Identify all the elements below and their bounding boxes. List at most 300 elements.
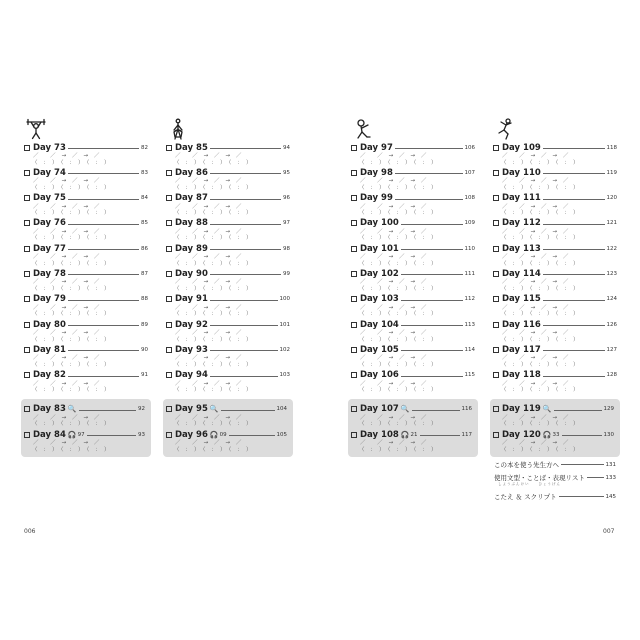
page-number: 100 [279, 296, 290, 303]
checkbox[interactable] [493, 406, 499, 412]
page-number: 111 [464, 270, 475, 277]
day-entry[interactable] [24, 217, 148, 242]
day-entry[interactable] [24, 318, 148, 343]
day-label: Day 84 [33, 429, 66, 440]
time-slots: ／ ／ → ／ → ／ [502, 414, 569, 421]
day-label: Day 85 [175, 142, 208, 153]
checkbox[interactable] [351, 271, 357, 277]
time-blanks: （ ： ） （ ： ） （ ： ） [359, 285, 437, 292]
leader-line [210, 300, 278, 301]
day-entry[interactable] [351, 217, 475, 242]
day-label: Day 101 [360, 243, 399, 254]
checkbox[interactable] [351, 322, 357, 328]
day-label: Day 92 [175, 319, 208, 330]
leader-line [210, 199, 281, 200]
leader-line [401, 249, 463, 250]
page-number: 82 [141, 144, 148, 151]
time-slots: ／ ／ → ／ → ／ [360, 380, 427, 387]
page-number: 112 [464, 296, 475, 303]
day-entry[interactable] [493, 318, 617, 343]
time-blanks: （ ： ） （ ： ） （ ： ） [359, 361, 437, 368]
leader-line [420, 435, 460, 436]
leader-line [543, 350, 605, 351]
time-slots: ／ ／ → ／ → ／ [175, 203, 242, 210]
magnifier-icon: 🔍 [542, 405, 552, 414]
toc-row[interactable] [494, 492, 616, 501]
time-blanks: （ ： ） （ ： ） （ ： ） [32, 336, 110, 343]
checkbox[interactable] [351, 195, 357, 201]
day-entry[interactable] [24, 166, 148, 191]
day-entry[interactable] [24, 293, 148, 318]
day-entry[interactable] [493, 217, 617, 242]
time-blanks: （ ： ） （ ： ） （ ： ） [32, 421, 110, 428]
day-label: Day 108 [360, 429, 399, 440]
time-slots: ／ ／ → ／ → ／ [175, 380, 242, 387]
time-slots: ／ ／ → ／ → ／ [502, 254, 569, 261]
day-entry[interactable] [24, 242, 148, 267]
checkbox[interactable] [166, 246, 172, 252]
day-entry[interactable] [163, 428, 293, 453]
time-blanks: （ ： ） （ ： ） （ ： ） [359, 260, 437, 267]
day-entry[interactable] [24, 141, 148, 166]
checkbox[interactable] [351, 246, 357, 252]
headphones-icon: 🎧 [67, 430, 77, 439]
toc-label: こたえ ＆ スクリプト [494, 493, 557, 501]
time-slots: ／ ／ → ／ → ／ [502, 203, 569, 210]
time-slots: ／ ／ → ／ → ／ [33, 228, 100, 235]
checkbox[interactable] [493, 220, 499, 226]
day-label: Day 119 [502, 404, 541, 415]
day-label: Day 89 [175, 243, 208, 254]
leader-line [543, 249, 605, 250]
headphones-icon: 🎧 [542, 430, 552, 439]
day-label: Day 117 [502, 344, 541, 355]
day-entry[interactable] [490, 428, 620, 453]
day-label: Day 111 [502, 193, 541, 204]
page-number: 124 [606, 296, 617, 303]
day-entry[interactable] [348, 403, 478, 428]
time-slots: ／ ／ → ／ → ／ [360, 203, 427, 210]
page-number: 113 [464, 321, 475, 328]
leader-line [554, 410, 602, 411]
day-entry[interactable] [351, 369, 475, 394]
checkbox[interactable] [166, 195, 172, 201]
checkbox[interactable] [351, 432, 357, 438]
review-box [21, 399, 151, 457]
day-label: Day 118 [502, 370, 541, 381]
time-blanks: （ ： ） （ ： ） （ ： ） [359, 184, 437, 191]
time-slots: ／ ／ → ／ → ／ [175, 279, 242, 286]
extra-page: 33 [552, 431, 560, 438]
day-label: Day 97 [360, 142, 393, 153]
time-blanks: （ ： ） （ ： ） （ ： ） [174, 387, 252, 394]
weightlifter-icon [26, 118, 46, 140]
page-number: 88 [141, 296, 148, 303]
day-entry[interactable] [493, 343, 617, 368]
day-entry[interactable] [24, 343, 148, 368]
page-number: 92 [138, 406, 145, 413]
checkbox[interactable] [493, 271, 499, 277]
day-entry[interactable] [163, 403, 293, 428]
time-slots: ／ ／ → ／ → ／ [360, 254, 427, 261]
day-label: Day 74 [33, 167, 66, 178]
checkbox[interactable] [166, 271, 172, 277]
day-label: Day 87 [175, 193, 208, 204]
checkbox[interactable] [24, 220, 30, 226]
time-blanks: （ ： ） （ ： ） （ ： ） [174, 421, 252, 428]
time-blanks: （ ： ） （ ： ） （ ： ） [174, 159, 252, 166]
page-number: 126 [606, 321, 617, 328]
leader-line [210, 274, 281, 275]
time-blanks: （ ： ） （ ： ） （ ： ） [32, 285, 110, 292]
time-slots: ／ ／ → ／ → ／ [33, 153, 100, 159]
toc-row[interactable] [494, 473, 616, 482]
checkbox[interactable] [24, 322, 30, 328]
day-entry[interactable] [166, 318, 290, 343]
leader-line [210, 376, 278, 377]
time-blanks: （ ： ） （ ： ） （ ： ） [32, 184, 110, 191]
checkbox[interactable] [493, 246, 499, 252]
leader-line [401, 224, 463, 225]
checkbox[interactable] [24, 372, 30, 378]
magnifier-icon: 🔍 [400, 405, 410, 414]
time-slots: ／ ／ → ／ → ／ [33, 380, 100, 387]
checkbox[interactable] [166, 296, 172, 302]
time-slots: ／ ／ → ／ → ／ [502, 153, 569, 159]
checkbox[interactable] [24, 246, 30, 252]
checkbox[interactable] [166, 347, 172, 353]
time-slots: ／ ／ → ／ → ／ [175, 304, 242, 311]
review-box [490, 399, 620, 457]
leader-line [68, 325, 139, 326]
time-blanks: （ ： ） （ ： ） （ ： ） [359, 235, 437, 242]
day-entry[interactable] [493, 141, 617, 166]
day-entry[interactable] [493, 192, 617, 217]
time-blanks: （ ： ） （ ： ） （ ： ） [174, 285, 252, 292]
day-label: Day 77 [33, 243, 66, 254]
time-slots: ／ ／ → ／ → ／ [33, 178, 100, 185]
day-label: Day 79 [33, 294, 66, 305]
time-slots: ／ ／ → ／ → ／ [175, 414, 242, 421]
time-slots: ／ ／ → ／ → ／ [360, 440, 427, 447]
time-slots: ／ ／ → ／ → ／ [360, 330, 427, 337]
time-slots: ／ ／ → ／ → ／ [360, 304, 427, 311]
leader-line [229, 435, 275, 436]
leader-line [87, 435, 136, 436]
day-entry[interactable] [493, 166, 617, 191]
day-entry[interactable] [24, 192, 148, 217]
checkbox[interactable] [493, 322, 499, 328]
time-slots: ／ ／ → ／ → ／ [33, 355, 100, 362]
time-slots: ／ ／ → ／ → ／ [175, 153, 242, 159]
checkbox[interactable] [493, 347, 499, 353]
leader-line [68, 173, 139, 174]
time-blanks: （ ： ） （ ： ） （ ： ） [501, 446, 579, 453]
leader-line [562, 435, 602, 436]
toc-page: 131 [605, 461, 616, 468]
day-entry[interactable] [351, 318, 475, 343]
page-number: 130 [603, 431, 614, 438]
time-slots: ／ ／ → ／ → ／ [175, 355, 242, 362]
review-box [348, 399, 478, 457]
leader-line [561, 464, 604, 465]
day-entry[interactable] [166, 369, 290, 394]
page-number: 89 [141, 321, 148, 328]
page-number: 101 [279, 321, 290, 328]
time-blanks: （ ： ） （ ： ） （ ： ） [501, 421, 579, 428]
time-slots: ／ ／ → ／ → ／ [175, 330, 242, 337]
leader-line [543, 274, 605, 275]
checkbox[interactable] [351, 145, 357, 151]
checkbox[interactable] [166, 145, 172, 151]
time-slots: ／ ／ → ／ → ／ [360, 355, 427, 362]
day-label: Day 73 [33, 142, 66, 153]
day-entry[interactable] [24, 267, 148, 292]
page-number: 97 [283, 220, 290, 227]
day-entry[interactable] [348, 428, 478, 453]
time-blanks: （ ： ） （ ： ） （ ： ） [359, 159, 437, 166]
time-slots: ／ ／ → ／ → ／ [502, 304, 569, 311]
day-entry[interactable] [351, 343, 475, 368]
day-label: Day 96 [175, 429, 208, 440]
checkbox[interactable] [351, 170, 357, 176]
toc-column-2 [166, 118, 290, 457]
day-label: Day 100 [360, 218, 399, 229]
day-entry[interactable] [351, 166, 475, 191]
leader-line [412, 410, 460, 411]
time-blanks: （ ： ） （ ： ） （ ： ） [359, 446, 437, 453]
checkbox[interactable] [351, 347, 357, 353]
day-entry[interactable] [166, 217, 290, 242]
checkbox[interactable] [351, 220, 357, 226]
time-blanks: （ ： ） （ ： ） （ ： ） [174, 184, 252, 191]
time-slots: ／ ／ → ／ → ／ [502, 440, 569, 447]
page-number: 91 [141, 372, 148, 379]
toc-label: この本を使う先生方へ [494, 461, 559, 469]
time-blanks: （ ： ） （ ： ） （ ： ） [501, 311, 579, 318]
page-number: 116 [461, 406, 472, 413]
time-blanks: （ ： ） （ ： ） （ ： ） [32, 210, 110, 217]
time-blanks: （ ： ） （ ： ） （ ： ） [32, 387, 110, 394]
leader-line [68, 249, 139, 250]
leader-line [395, 148, 463, 149]
time-blanks: （ ： ） （ ： ） （ ： ） [501, 159, 579, 166]
day-entry[interactable] [490, 403, 620, 428]
time-slots: ／ ／ → ／ → ／ [502, 279, 569, 286]
magnifier-icon: 🔍 [67, 405, 77, 414]
toc-column-3 [351, 118, 475, 457]
checkbox[interactable] [24, 406, 30, 412]
day-entry[interactable] [166, 242, 290, 267]
leader-line [401, 274, 463, 275]
day-entry[interactable] [166, 166, 290, 191]
time-slots: ／ ／ → ／ → ／ [175, 440, 242, 447]
day-entry[interactable] [166, 141, 290, 166]
day-label: Day 90 [175, 268, 208, 279]
time-slots: ／ ／ → ／ → ／ [33, 330, 100, 337]
time-slots: ／ ／ → ／ → ／ [175, 228, 242, 235]
checkbox[interactable] [166, 322, 172, 328]
day-label: Day 81 [33, 344, 66, 355]
leader-line [210, 173, 281, 174]
checkbox[interactable] [166, 220, 172, 226]
appendix-toc [494, 460, 616, 501]
page-number: 102 [279, 346, 290, 353]
extra-page: 09 [219, 431, 227, 438]
checkbox[interactable] [493, 296, 499, 302]
leader-line [395, 173, 463, 174]
day-entry[interactable] [166, 192, 290, 217]
checkbox[interactable] [24, 145, 30, 151]
day-label: Day 78 [33, 268, 66, 279]
leader-line [210, 148, 281, 149]
page-number-right: 007 [603, 528, 615, 535]
time-slots: ／ ／ → ／ → ／ [360, 414, 427, 421]
day-label: Day 102 [360, 268, 399, 279]
day-label: Day 115 [502, 294, 541, 305]
day-label: Day 105 [360, 344, 399, 355]
day-label: Day 76 [33, 218, 66, 229]
checkbox[interactable] [166, 170, 172, 176]
time-slots: ／ ／ → ／ → ／ [360, 228, 427, 235]
checkbox[interactable] [166, 406, 172, 412]
day-label: Day 103 [360, 294, 399, 305]
day-entry[interactable] [351, 293, 475, 318]
checkbox[interactable] [24, 347, 30, 353]
checkbox[interactable] [166, 432, 172, 438]
day-label: Day 75 [33, 193, 66, 204]
day-entry[interactable] [21, 428, 151, 453]
day-label: Day 112 [502, 218, 541, 229]
leader-line [68, 300, 139, 301]
time-blanks: （ ： ） （ ： ） （ ： ） [32, 361, 110, 368]
checkbox[interactable] [24, 170, 30, 176]
toc-row[interactable] [494, 460, 616, 469]
leader-line [68, 224, 139, 225]
day-label: Day 82 [33, 370, 66, 381]
time-slots: ／ ／ → ／ → ／ [175, 254, 242, 261]
time-blanks: （ ： ） （ ： ） （ ： ） [501, 361, 579, 368]
day-entry[interactable] [24, 369, 148, 394]
time-blanks: （ ： ） （ ： ） （ ： ） [501, 387, 579, 394]
page-number: 118 [606, 144, 617, 151]
page-number: 115 [464, 372, 475, 379]
time-slots: ／ ／ → ／ → ／ [502, 178, 569, 185]
checkbox[interactable] [24, 296, 30, 302]
page-number: 119 [606, 169, 617, 176]
leader-line [68, 148, 139, 149]
day-entry[interactable] [166, 267, 290, 292]
day-label: Day 114 [502, 268, 541, 279]
leader-line [401, 300, 463, 301]
time-blanks: （ ： ） （ ： ） （ ： ） [174, 210, 252, 217]
day-label: Day 113 [502, 243, 541, 254]
leader-line [210, 224, 281, 225]
time-blanks: （ ： ） （ ： ） （ ： ） [174, 361, 252, 368]
page-number: 110 [464, 245, 475, 252]
day-entry[interactable] [166, 293, 290, 318]
day-label: Day 120 [502, 429, 541, 440]
time-blanks: （ ： ） （ ： ） （ ： ） [501, 235, 579, 242]
page-number: 83 [141, 169, 148, 176]
page-number: 105 [276, 431, 287, 438]
day-entry[interactable] [351, 242, 475, 267]
leader-line [543, 199, 605, 200]
page-number: 93 [138, 431, 145, 438]
time-slots: ／ ／ → ／ → ／ [360, 153, 427, 159]
time-blanks: （ ： ） （ ： ） （ ： ） [32, 159, 110, 166]
time-blanks: （ ： ） （ ： ） （ ： ） [359, 387, 437, 394]
day-entry[interactable] [351, 141, 475, 166]
day-entry[interactable] [493, 267, 617, 292]
time-blanks: （ ： ） （ ： ） （ ： ） [174, 260, 252, 267]
running-figure-icon [495, 118, 515, 140]
page-number: 86 [141, 245, 148, 252]
leader-line [543, 148, 605, 149]
page-number: 117 [461, 431, 472, 438]
leader-line [395, 199, 463, 200]
time-blanks: （ ： ） （ ： ） （ ： ） [174, 311, 252, 318]
time-slots: ／ ／ → ／ → ／ [360, 279, 427, 286]
time-blanks: （ ： ） （ ： ） （ ： ） [174, 235, 252, 242]
leader-line [68, 199, 139, 200]
page-number: 109 [464, 220, 475, 227]
day-label: Day 99 [360, 193, 393, 204]
leader-line [68, 376, 139, 377]
page-number: 122 [606, 245, 617, 252]
day-entry[interactable] [21, 403, 151, 428]
checkbox[interactable] [493, 195, 499, 201]
day-entry[interactable] [493, 369, 617, 394]
page-number: 127 [606, 346, 617, 353]
checkbox[interactable] [351, 296, 357, 302]
day-entry[interactable] [166, 343, 290, 368]
time-blanks: （ ： ） （ ： ） （ ： ） [359, 336, 437, 343]
checkbox[interactable] [493, 145, 499, 151]
checkbox[interactable] [493, 170, 499, 176]
checkbox[interactable] [24, 195, 30, 201]
checkbox[interactable] [351, 406, 357, 412]
review-box [163, 399, 293, 457]
day-label: Day 93 [175, 344, 208, 355]
day-entry[interactable] [493, 242, 617, 267]
day-entry[interactable] [493, 293, 617, 318]
leader-line [401, 325, 463, 326]
checkbox[interactable] [493, 372, 499, 378]
page-number: 123 [606, 270, 617, 277]
day-label: Day 106 [360, 370, 399, 381]
page-number: 121 [606, 220, 617, 227]
checkbox[interactable] [493, 432, 499, 438]
checkbox[interactable] [166, 372, 172, 378]
checkbox[interactable] [24, 271, 30, 277]
day-entry[interactable] [351, 192, 475, 217]
page-number: 90 [141, 346, 148, 353]
day-entry[interactable] [351, 267, 475, 292]
checkbox[interactable] [24, 432, 30, 438]
leader-line [79, 410, 136, 411]
time-slots: ／ ／ → ／ → ／ [33, 414, 100, 421]
checkbox[interactable] [351, 372, 357, 378]
day-label: Day 80 [33, 319, 66, 330]
page-number: 94 [283, 144, 290, 151]
page-number: 128 [606, 372, 617, 379]
toc-column-4 [493, 118, 617, 457]
time-blanks: （ ： ） （ ： ） （ ： ） [359, 210, 437, 217]
day-label: Day 88 [175, 218, 208, 229]
leader-line [559, 496, 604, 497]
time-slots: ／ ／ → ／ → ／ [502, 330, 569, 337]
